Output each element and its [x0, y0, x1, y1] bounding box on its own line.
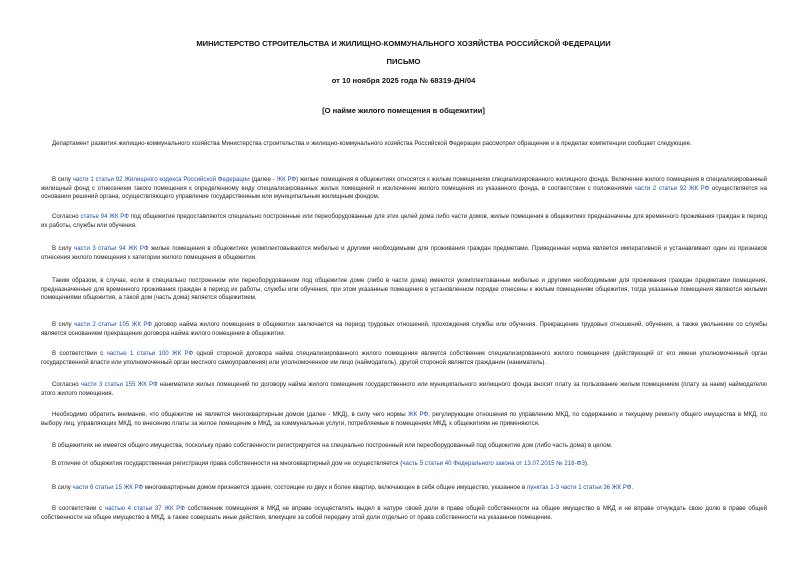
paragraph	[41, 245, 767, 262]
paragraph-text: В отличие от общежития государственная регистрация права собственности на многоквартирный дом не осуществляется (	[52, 460, 403, 467]
paragraph-text: договор найма жилого помещения в общежитии заключается на период трудовых отношений, прохождения службы или обучения. Прекращение трудовых отношений, обучения, а также увольнение со службы является основанием прекращения договора найма жилого помещения в общежитии.	[41, 321, 767, 337]
legal-reference-link[interactable]: частью 1 статьи 100 ЖК РФ	[106, 350, 194, 357]
document-date-number: от 10 ноября 2025 года № 68319-ДН/04	[331, 76, 476, 85]
legal-reference-link[interactable]: ЖК РФ	[407, 411, 429, 418]
paragraph-text: В силу	[52, 245, 75, 252]
paragraph	[41, 350, 767, 367]
paragraph-text: наниматели жилых помещений по договору найма жилого помещения государственного или муниципального жилищного фонда вносят плату за пользование жилым помещением (плату за наем) наймодателю этого жилого помещения.	[41, 381, 767, 397]
paragraph	[41, 505, 767, 522]
paragraph-text: (далее -	[249, 176, 277, 183]
paragraph	[41, 277, 767, 303]
legal-reference-link[interactable]: статье 94 ЖК РФ	[80, 213, 129, 220]
paragraph-text: Согласно	[52, 213, 81, 220]
paragraph	[41, 442, 767, 451]
paragraph	[41, 140, 767, 149]
ministry-heading: МИНИСТЕРСТВО СТРОИТЕЛЬСТВА И ЖИЛИЩНО-КОММУНАЛЬНОГО ХОЗЯЙСТВА РОССИЙСКОЙ ФЕДЕРАЦИИ	[196, 39, 611, 48]
paragraph-text: собственник помещения в МКД не вправе осуществлять выдел в натуре своей доли в праве общей собственности на общее имущество в МКД и не вправе отчуждать свою долю в праве общей собственности на общее имущество в МКД, а также совершать иные действия, влекущие за собой передачу этой доли отдельно от права собственности на указанное помещение.	[41, 505, 767, 521]
paragraph-text: В соответствии с	[52, 350, 107, 357]
paragraph-text: осуществляется на основании решений органа, осуществляющего управление государственным или муниципальным жилищным фондом.	[41, 184, 768, 201]
paragraph-text: Таким образом, в случае, если в специально построенном или переоборудованном под общежитие доме (либо в части дома) имеются укомплектованные мебелью и другими необходимыми для проживания граждан предметами помещения, предназначенные для временного проживания граждан в период их работы, службы или обучения, при этом указанные помещения в установленном порядке отнесены к жилым помещениям общежития, тогда указанные помещения являются жилыми помещениями общежития, а такой дом (часть дома) является общежитием.	[41, 277, 767, 302]
legal-reference-link[interactable]: части 2 статьи 105 ЖК РФ	[74, 321, 152, 328]
paragraph	[41, 176, 767, 202]
paragraph	[41, 321, 767, 338]
legal-reference-link[interactable]: ЖК РФ	[276, 176, 297, 183]
legal-reference-link[interactable]: часть 5 статьи 40 Федерального закона от 13.07.2015 № 218-ФЗ	[402, 460, 585, 467]
paragraph	[41, 411, 767, 428]
paragraph-text: , регулирующие отношения по управлению МКД, по содержанию и текущему ремонту общего имущества в МКД, по выбору лиц, управляющих МКД, по внесению платы за жилое помещение в МКД, за коммунальные услуги, потребляемые в помещениях МКД, к общежитиям не применяются.	[41, 411, 767, 427]
paragraph-text: под общежития предоставляются специально построенные или переоборудованные для этих целей дома либо части домов, жилые помещения в общежитиях предназначены для временного проживания граждан в период их работы, службы или обучения.	[41, 213, 767, 229]
legal-reference-link[interactable]: части 3 статьи 155 ЖК РФ	[80, 381, 158, 388]
legal-reference-link[interactable]: частью 4 статьи 37 ЖК РФ	[104, 505, 185, 512]
paragraph	[41, 213, 767, 230]
legal-reference-link[interactable]: части 6 статьи 15 ЖК РФ	[72, 484, 144, 491]
paragraph	[41, 484, 767, 493]
document-subject: [О найме жилого помещения в общежитии]	[322, 106, 485, 115]
paragraph-text: ).	[584, 460, 589, 467]
paragraph-text: одной стороной договора найма специализированного жилого помещения является собственник специализированного жилого помещения (действующий от его имени уполномоченный орган государственной власти или уполномоченный орган местного самоуправления) или уполномоченное им лицо (наймодатель), другой стороной является гражданин (наниматель).	[41, 350, 767, 366]
paragraph-text: Согласно	[52, 381, 81, 388]
paragraph-text: многоквартирным домом признается здание, состоящее из двух и более квартир, включающее в себя общее имущество, указанное в	[143, 484, 527, 491]
paragraph-text: В силу	[52, 484, 73, 491]
legal-reference-link[interactable]: части 2 статьи 92 ЖК РФ	[634, 184, 710, 192]
paragraph-text: Департамент развития жилищно-коммунального хозяйства Министерства строительства и жилищно-коммунального хозяйства Российской Федерации рассмотрел обращение и в пределах компетенции сообщает следующее.	[52, 140, 692, 147]
paragraph-text: В соответствии с	[52, 505, 105, 512]
legal-reference-link[interactable]: пунктах 1-3 части 1 статьи 36 ЖК РФ	[526, 484, 632, 491]
paragraph-text: .	[631, 484, 634, 491]
document-type: ПИСЬМО	[386, 57, 421, 66]
paragraph-text: В силу	[52, 176, 73, 183]
paragraph-text: Необходимо обратить внимание, что общежитие не является многоквартирным домом (далее - МКД), в силу чего нормы	[52, 411, 408, 418]
paragraph-text: жилые помещения в общежитиях укомплектовываются мебелью и другими необходимыми для проживания граждан предметами. Приведенная норма является императивной и устанавливает один из признаков отнесения жилого помещения к категории жилого помещения в общежитии.	[41, 245, 767, 261]
paragraph	[41, 381, 767, 398]
legal-reference-link[interactable]: части 1 статьи 92 Жилищного кодекса Российской Федерации	[72, 176, 250, 183]
paragraph-text: ) жилые помещения в общежитиях относятся к жилым помещениям специализированного жилищного фонда. Включение жилого помещения в специализированный жилищный фонд с отнесением такого помещения к определенному виду специализированных жилых помещений и исключение жилого помещения из указанного фонда, в соответствии с положениями	[41, 176, 767, 192]
paragraph-text: В силу	[52, 321, 75, 328]
legal-reference-link[interactable]: части 3 статьи 94 ЖК РФ	[74, 245, 149, 252]
paragraph	[41, 460, 767, 469]
paragraph-text: В общежитиях не имеется общего имущества, поскольку право собственности регистрируется на специально построенный или переоборудованный под общежитие дом (либо часть дома) в целом.	[52, 442, 613, 449]
